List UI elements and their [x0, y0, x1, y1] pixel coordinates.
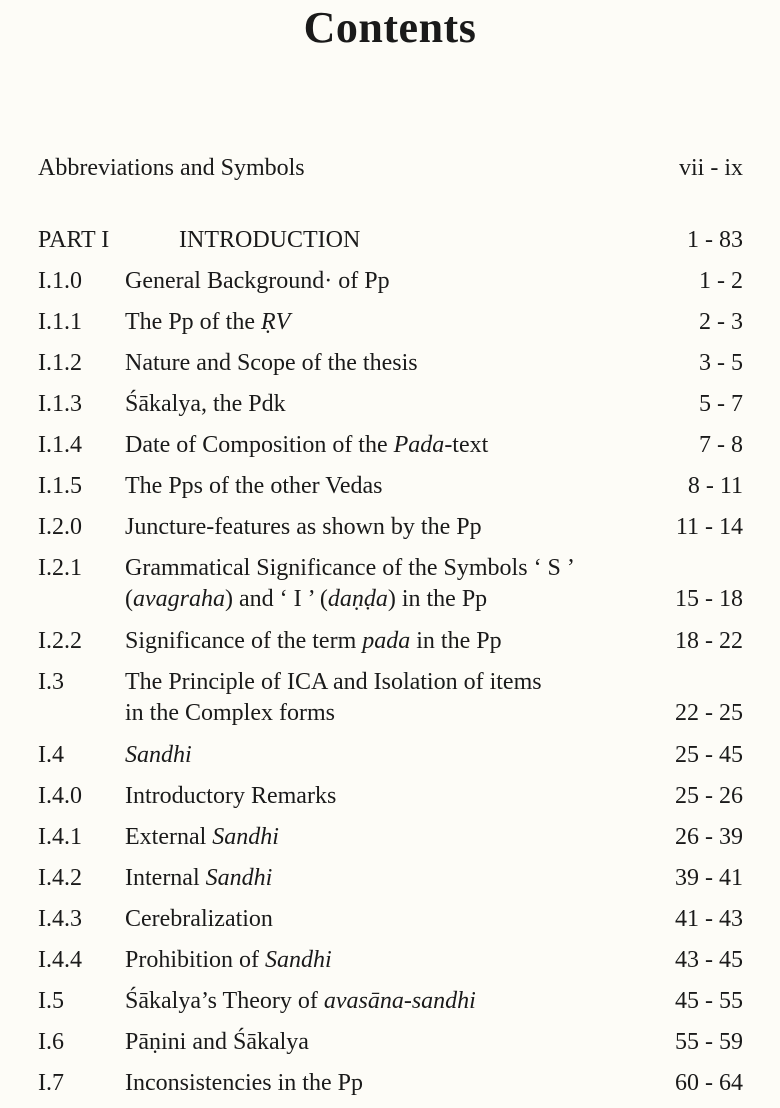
entry-number: I.1.5 [38, 473, 82, 499]
entry-number: I.4.1 [38, 824, 82, 850]
entry-number: I.2.0 [38, 514, 82, 540]
entry-title-line [125, 863, 272, 894]
entry-title-text: External [125, 824, 213, 850]
entry-number: I.4 [38, 742, 64, 768]
entry-pages: 26 - 39 [675, 824, 743, 850]
entry-pages: 39 - 41 [675, 865, 743, 891]
entry-title-text: Introductory Remarks [125, 783, 337, 809]
entry-pages: 5 - 7 [699, 391, 743, 417]
entry-pages: 15 - 18 [675, 586, 743, 612]
entry-title-text: Date of Composition of the [125, 432, 394, 458]
entry-title-italic: ṚV [260, 309, 291, 335]
entry-title-line [125, 667, 542, 698]
entry-pages: vii - ix [679, 155, 743, 181]
entry-pages: 11 - 14 [675, 514, 743, 540]
entry-pages: 1 - 2 [699, 268, 743, 294]
entry-title-italic: avagraha [133, 586, 225, 612]
entry-title-italic: Pada [393, 432, 445, 458]
entry-pages: 60 - 64 [675, 1070, 743, 1096]
entry-number: I.6 [38, 1029, 64, 1055]
entry-title-line [125, 904, 273, 935]
part-number: PART I [38, 227, 110, 253]
entry-title-text: Pāṇini and Śākalya [125, 1029, 309, 1055]
entry-number: I.5 [38, 988, 64, 1014]
entry-number: I.7 [38, 1070, 64, 1096]
entry-number: I.1.2 [38, 350, 82, 376]
entry-title-line [125, 471, 383, 502]
entry-pages: 45 - 55 [675, 988, 743, 1014]
entry-title-text: Significance of the term [125, 628, 363, 654]
entry-title-text: ) and ‘ I ’ ( [225, 586, 328, 612]
entry-title-line [125, 1027, 309, 1058]
entry-title-text: ) in the Pp [387, 586, 488, 612]
entry-number: I.4.4 [38, 947, 82, 973]
entry-pages: 2 - 3 [699, 309, 743, 335]
entry-pages: 8 - 11 [687, 473, 743, 499]
entry-pages: 41 - 43 [675, 906, 743, 932]
entry-pages: 7 - 8 [699, 432, 743, 458]
entry-pages: 55 - 59 [675, 1029, 743, 1055]
entry-title-text: Nature and Scope of the thesis [125, 350, 418, 376]
entry-title-text: Prohibition of [125, 947, 266, 973]
entry-title-line [125, 307, 290, 338]
part-title: INTRODUCTION [179, 227, 361, 253]
entry-title-italic: avasāna-sandhi [323, 988, 476, 1014]
entry-number: I.1.1 [38, 309, 82, 335]
entry-title-line [125, 945, 332, 976]
entry-title-line [125, 553, 575, 584]
entry-pages: 22 - 25 [675, 700, 743, 726]
entry-number: I.2.1 [38, 555, 82, 581]
entry-title-text: Grammatical Significance of the Symbols ‘ S ’ [125, 555, 575, 581]
entry-title-text: General Background· of Pp [125, 268, 390, 294]
entry-number: I.1.4 [38, 432, 82, 458]
entry-title-text: in the Pp [410, 628, 502, 654]
entry-title-text: -text [444, 432, 489, 458]
entry-title-text: Cerebralization [125, 906, 273, 932]
entry-title-italic: Sandhi [265, 947, 332, 973]
entry-title-text: The Pp of the [125, 309, 261, 335]
entry-title-text: in the Complex forms [125, 700, 335, 726]
entry-title-line [125, 626, 502, 657]
entry-number: I.2.2 [38, 628, 82, 654]
entry-title-italic: Sandhi [205, 865, 273, 891]
entry-title-line [125, 1068, 363, 1099]
entry-title-text: The Pps of the other Vedas [125, 473, 383, 499]
entry-number: I.3 [38, 669, 64, 695]
entry-title-italic: Sandhi [212, 824, 279, 850]
entry-pages: 3 - 5 [699, 350, 743, 376]
entry-title-line [125, 512, 482, 543]
entry-title-text: Inconsistencies in the Pp [125, 1070, 363, 1096]
entry-pages: 18 - 22 [675, 628, 743, 654]
entry-title-text: Juncture-features as shown by the Pp [125, 514, 482, 540]
entry-title-line [125, 698, 335, 729]
entry-pages: 25 - 26 [675, 783, 743, 809]
entry-title-text: Śākalya’s Theory of [125, 988, 324, 1014]
entry-number: I.4.0 [38, 783, 82, 809]
entry-title-line [125, 781, 336, 812]
entry-number: I.1.0 [38, 268, 82, 294]
entry-title-italic: Sandhi [125, 742, 192, 768]
entry-title-italic: daṇḍa [327, 586, 388, 612]
page-title: Contents [303, 3, 477, 52]
entry-title-line [125, 266, 390, 297]
entry-title-italic: pada [362, 628, 411, 654]
entry-title-line [125, 986, 476, 1017]
entry-title-line [125, 389, 286, 420]
entry-title-line [125, 348, 418, 379]
entry-number: I.4.3 [38, 906, 82, 932]
entry-title-line [125, 822, 279, 853]
entry-number: I.1.3 [38, 391, 82, 417]
entry-pages: 43 - 45 [675, 947, 743, 973]
entry-title-text: The Principle of ICA and Isolation of items [125, 669, 542, 695]
entry-pages: 25 - 45 [675, 742, 743, 768]
entry-number: I.4.2 [38, 865, 82, 891]
entry-title: Abbreviations and Symbols [38, 155, 305, 181]
part-pages: 1 - 83 [687, 227, 743, 253]
entry-title-text: ( [125, 586, 133, 612]
entry-title-line [125, 584, 487, 615]
entry-title-line [125, 740, 192, 771]
entry-title-text: Śākalya, the Pdk [125, 391, 286, 417]
entry-title-line [125, 430, 488, 461]
entry-title-text: Internal [125, 865, 206, 891]
